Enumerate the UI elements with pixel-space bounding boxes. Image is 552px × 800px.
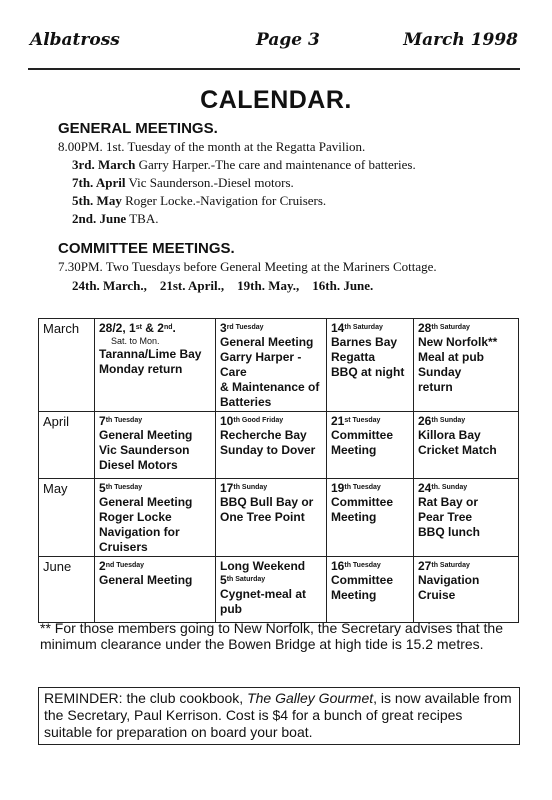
footnote-bowen-bridge: ** For those members going to New Norfolk, the Secretary advises that the minimum clearance under the Bowen Bridge at high tide is 15.2 metres. [40,620,503,652]
event-cell: $24^{th.}$ $^{Sunday}$ Rat Bay or Pear Tree BBQ lunch [414,479,519,557]
event-cell: 10th $^{Good Friday}$ Recherche Bay Sunday to Dover [216,412,327,479]
event-cell: 19th $^{Tuesday}$ Committee Meeting [327,479,414,557]
month-cell: April [39,412,95,479]
event-cell: Long Weekend 5th $^{Saturday}$ Cygnet-meal at pub [216,557,327,623]
committee-meetings-heading: COMMITTEE MEETINGS. [58,240,235,257]
event-cell: 5th $^{Tuesday}$ General Meeting Roger Locke Navigation for Cruisers [95,479,216,557]
event-cell: 3rd $^{Tuesday}$ General Meeting Garry Harper -Care & Maintenance of Batteries [216,319,327,412]
general-meeting-item: 5th. May Roger Locke.-Navigation for Cruisers. [72,193,327,208]
table-row [39,412,519,479]
event-cell: 7th $^{Tuesday}$ General Meeting Vic Saunderson Diesel Motors [95,412,216,479]
committee-meetings-intro: 7.30PM. Two Tuesdays before General Meeting at the Mariners Cottage. [58,259,437,274]
event-cell: 16th $^{Tuesday}$ Committee Meeting [327,557,414,623]
event-cell: 27th $^{Saturday}$ Navigation Cruise [414,557,519,623]
general-meeting-item: 3rd. March Garry Harper.-The care and maintenance of batteries. [72,157,416,172]
issue-date: March 1998 [403,30,518,50]
committee-meeting-dates: 24th. March., 21st. April., 19th. May., 16th. June. [72,278,374,293]
month-cell: May [39,479,95,557]
cookbook-title: The Galley Gourmet [247,690,374,706]
events-calendar-table [38,318,519,623]
month-cell: June [39,557,95,623]
general-meetings-intro: 8.00PM. 1st. Tuesday of the month at the Regatta Pavilion. [58,139,366,154]
table-row [39,479,519,557]
page-header [30,30,518,54]
general-meeting-item: 7th. April Vic Saunderson.-Diesel motors. [72,175,294,190]
header-rule [28,68,520,70]
newsletter-name: Albatross [30,30,120,50]
event-cell: 28th $^{Saturday}$ New Norfolk** Meal at pub Sunday return [414,319,519,412]
cookbook-reminder-box: REMINDER: the club cookbook, The Galley Gourmet, is now available from the Secretary, Paul Kerrison. Cost is $4 for a bunch of great recipes suitable for preparation on board your boat. [38,687,520,745]
general-meeting-item: 2nd. June TBA. [72,211,159,226]
event-cell: 2nd $^{Tuesday}$ General Meeting [95,557,216,623]
event-cell: 14th $^{Saturday}$ Barnes Bay Regatta BBQ at night [327,319,414,412]
general-meetings-heading: GENERAL MEETINGS. [58,120,218,137]
table-row [39,557,519,623]
event-cell: 21st $^{Tuesday}$ Committee Meeting [327,412,414,479]
page-number: Page 3 [256,30,320,50]
event-cell: 26th $^{Sunday}$ Killora Bay Cricket Match [414,412,519,479]
event-cell: 28/2, 1st & 2nd. Sat. to Mon. Taranna/Lime Bay Monday return [95,319,216,412]
month-cell: March [39,319,95,412]
table-row [39,319,519,412]
event-cell: 17th $^{Sunday}$ BBQ Bull Bay or One Tree Point [216,479,327,557]
page-title: CALENDAR. [200,86,352,114]
